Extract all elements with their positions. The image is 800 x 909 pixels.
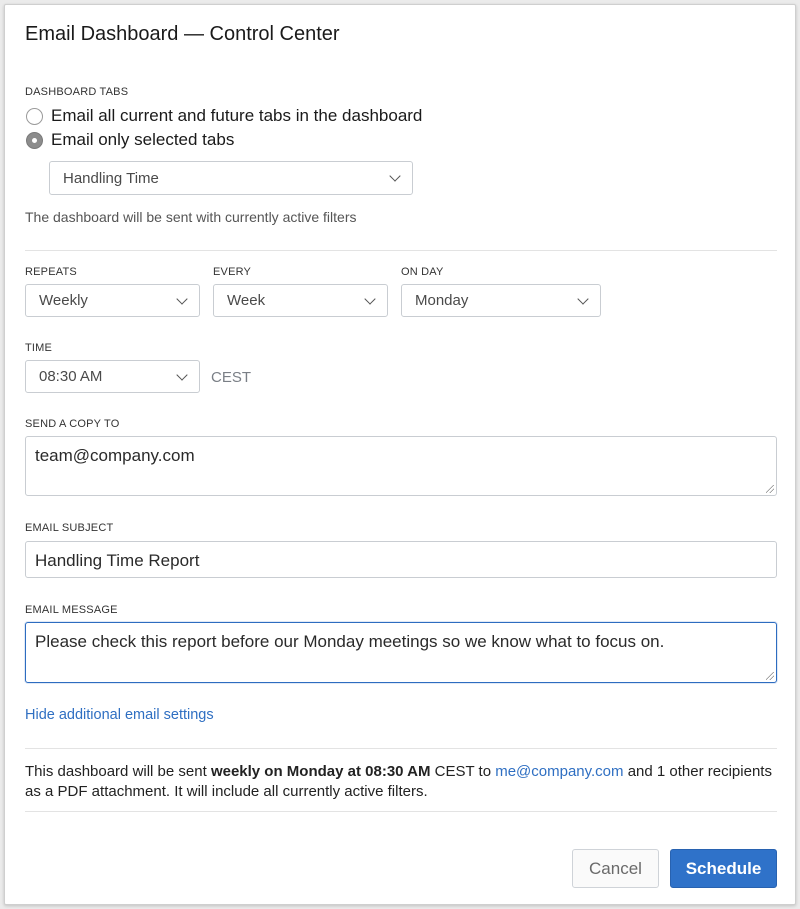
divider [25,811,777,812]
email-message-label: EMAIL MESSAGE [25,604,118,616]
repeats-value: Weekly [39,292,88,309]
send-copy-value: team@company.com [35,446,195,465]
tab-select-value: Handling Time [63,169,159,187]
email-message-value: Please check this report before our Monday meetings so we know what to focus on. [35,632,665,651]
resize-handle-icon[interactable] [766,672,774,680]
radio-button-unchecked[interactable] [26,108,43,125]
schedule-summary [25,762,775,802]
on-day-value: Monday [415,292,469,309]
hide-settings-link[interactable]: Hide additional email settings [25,707,214,723]
cancel-button[interactable]: Cancel [572,849,659,888]
summary-schedule: weekly on Monday at 08:30 AM [210,763,431,780]
dashboard-tabs-label: DASHBOARD TABS [25,86,129,98]
repeats-select[interactable] [25,284,200,317]
email-message-textarea[interactable] [25,622,777,683]
on-day-label: ON DAY [401,266,444,278]
timezone-label: CEST [211,369,252,386]
email-subject-input[interactable] [25,541,777,578]
chevron-down-icon [389,170,400,181]
radio-email-selected-tabs[interactable] [26,130,234,150]
time-select[interactable] [25,360,200,393]
tab-select-dropdown[interactable] [49,161,413,195]
chevron-down-icon [364,293,375,304]
schedule-button[interactable]: Schedule [670,849,777,888]
summary-middle: CEST to [430,763,496,780]
every-value: Week [227,292,266,309]
send-copy-label: SEND A COPY TO [25,418,120,430]
filters-hint: The dashboard will be sent with currently active filters [25,209,357,225]
email-subject-value: Handling Time Report [35,551,200,570]
time-value: 08:30 AM [39,368,103,385]
chevron-down-icon [577,293,588,304]
every-select[interactable] [213,284,388,317]
dialog-title: Email Dashboard — Control Center [25,23,340,45]
time-label: TIME [25,342,53,354]
on-day-select[interactable] [401,284,601,317]
resize-handle-icon[interactable] [766,485,774,493]
chevron-down-icon [176,293,187,304]
repeats-label: REPEATS [25,266,77,278]
chevron-down-icon [176,369,187,380]
divider [25,748,777,749]
every-label: EVERY [213,266,252,278]
summary-prefix: This dashboard will be sent [25,763,211,780]
radio-email-all-tabs[interactable] [26,106,422,126]
email-dashboard-dialog [4,4,796,905]
radio-button-checked[interactable] [26,132,43,149]
radio-label-selected-tabs: Email only selected tabs [51,130,235,149]
summary-recipient-link[interactable]: me@company.com [495,763,624,780]
send-copy-textarea[interactable] [25,436,777,496]
email-subject-label: EMAIL SUBJECT [25,522,114,534]
summary-suffix: and 1 other recipients as a PDF attachment. It will include all currently active filters. [25,763,772,800]
divider [25,250,777,251]
radio-label-all-tabs: Email all current and future tabs in the dashboard [51,106,423,125]
